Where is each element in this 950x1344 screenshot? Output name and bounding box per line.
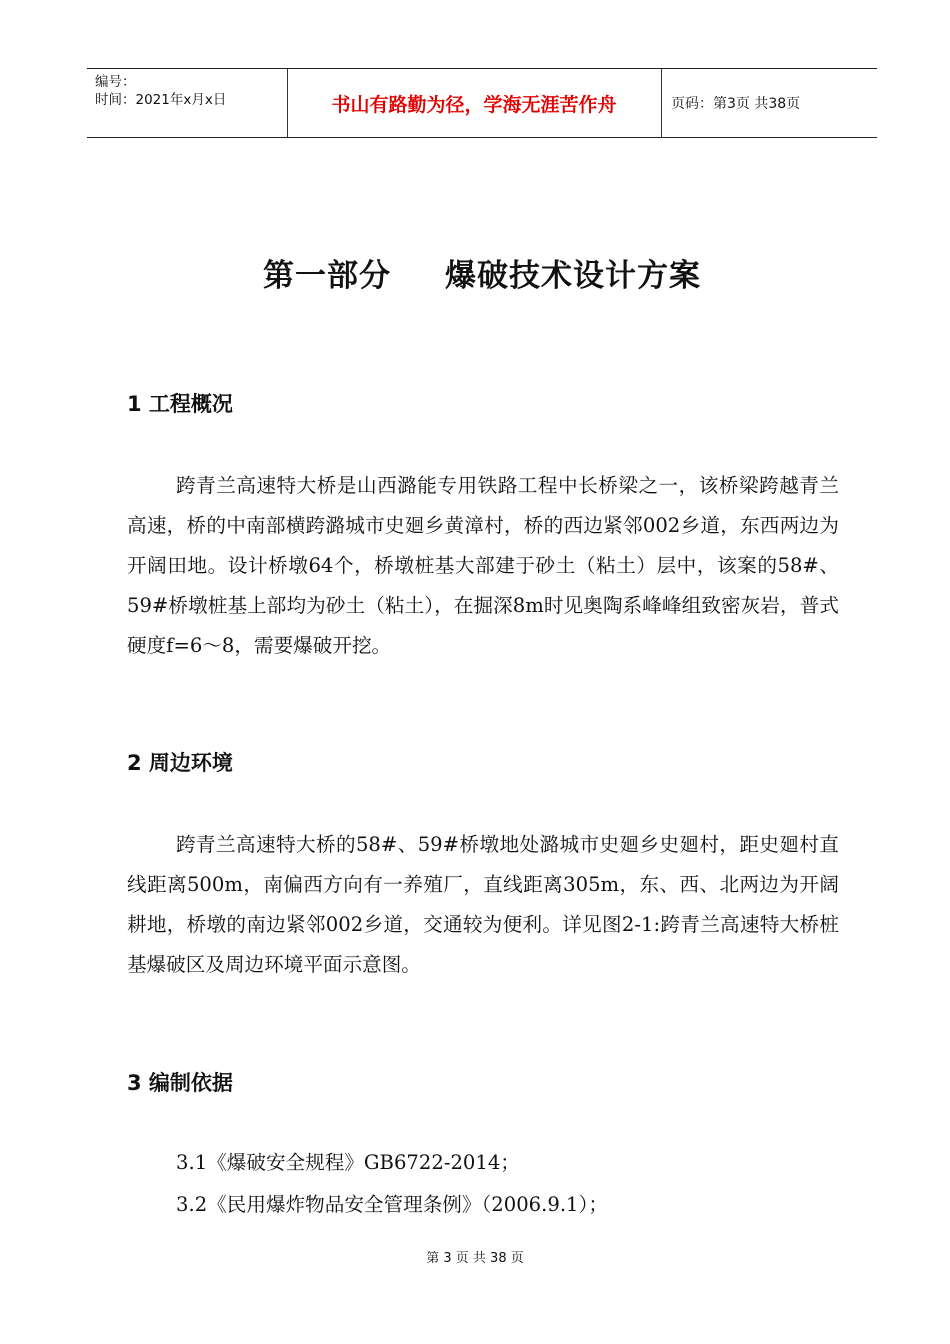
title-name: 爆破技术设计方案 <box>445 258 701 294</box>
section-heading-2: 2 周边环境 <box>127 751 233 775</box>
list-item: 3.2《民用爆炸物品安全管理条例》（2006.9.1）； <box>176 1193 608 1216</box>
header-motto: 书山有路勤为径，学海无涯苦作舟 <box>331 93 617 116</box>
header-meta <box>87 69 287 137</box>
section-heading-1: 1 工程概况 <box>127 392 233 416</box>
page-header <box>87 68 877 138</box>
page-footer: 第 3 页 共 38 页 <box>426 1251 524 1266</box>
header-divider <box>661 69 662 137</box>
header-page-info: 页码：第3页 共38页 <box>671 96 801 112</box>
section-paragraph-1: 跨青兰高速特大桥是山西潞能专用铁路工程中长桥梁之一，该桥梁跨越青兰高速，桥的中南部横跨潞城市史廻乡黄漳村，桥的西边紧邻002乡道，东西两边为开阔田地。设计桥墩64个，桥墩桩基大部建于砂土（粘土）层中，该案的58#、59#桥墩桩基上部均为砂土（粘土），在掘深8m时见奥陶系峰峰组致密灰岩，普式硬度f=6～8，需要爆破开挖。 <box>127 474 839 657</box>
title-part: 第一部分 <box>263 258 391 294</box>
number-label: 编号： <box>95 74 136 90</box>
section-paragraph-2: 跨青兰高速特大桥的58#、59#桥墩地处潞城市史廻乡史廻村，距史廻村直线距离500m，南偏西方向有一养殖厂，直线距离305m，东、西、北两边为开阔耕地，桥墩的南边紧邻002乡道，交通较为便利。详见图2-1:跨青兰高速特大桥桩基爆破区及周边环境平面示意图。 <box>127 833 839 976</box>
date-text: 时间：2021年x月x日 <box>95 92 227 108</box>
document-title <box>0 250 950 295</box>
list-item: 3.1《爆破安全规程》GB6722-2014； <box>176 1151 520 1174</box>
section-heading-3: 3 编制依据 <box>127 1071 233 1095</box>
